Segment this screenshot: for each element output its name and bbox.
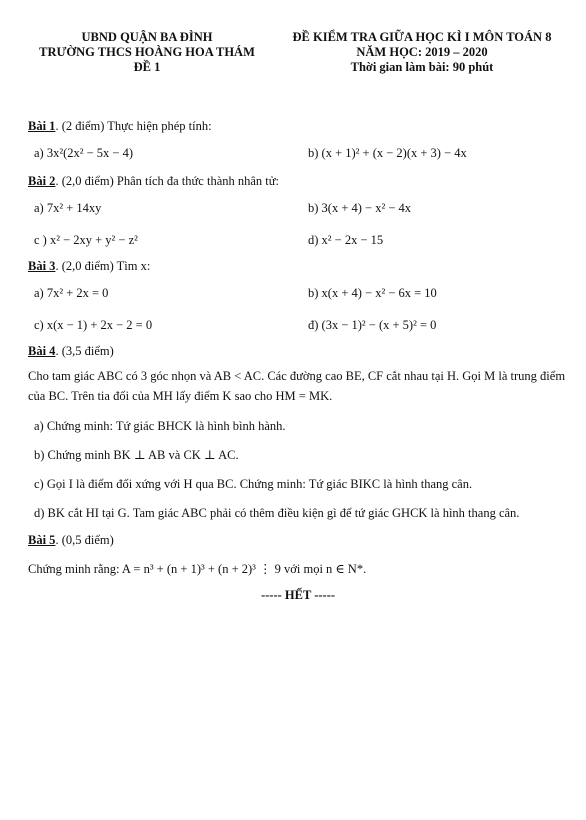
problem-2a: a) 7x² + 14xy (34, 200, 102, 215)
problem-1a: a) 3x²(2x² − 5x − 4) (34, 145, 134, 160)
problem-2-desc: . (2,0 điểm) Phân tích đa thức thành nhân tử: (55, 174, 280, 188)
problem-5-desc: . (0,5 điểm) (55, 533, 114, 547)
problem-1-label: Bài 1 (28, 119, 56, 133)
problem-3d: đ) (3x − 1)² − (x + 5)² = 0 (308, 317, 437, 332)
exam-header (272, 30, 572, 75)
problem-3b: b) x(x + 4) − x² − 6x = 10 (308, 285, 437, 300)
district-name: UBND QUẬN BA ĐÌNH (81, 30, 213, 44)
problem-3-desc: . (2,0 điểm) Tìm x: (55, 259, 151, 273)
problem-2b: b) 3(x + 4) − x² − 4x (308, 200, 412, 215)
time-limit: Thời gian làm bài: 90 phút (350, 60, 494, 74)
exam-title: ĐỀ KIỂM TRA GIỮA HỌC KÌ I MÔN TOÁN 8 (292, 30, 552, 44)
problem-4-intro: Cho tam giác ABC có 3 góc nhọn và AB < AC. Các đường cao BE, CF cắt nhau tại H. Gọi M là trung điểm của BC. Trên tia đối của MH lấy điểm K sao cho HM = MK. (28, 369, 566, 403)
school-header (22, 30, 272, 75)
problem-3-heading (28, 258, 568, 275)
problem-5-statement: Chứng minh rằng: A = n³ + (n + 1)³ + (n + 2)³ ⋮ 9 với mọi n ∈ N*. (28, 562, 367, 576)
problem-5-heading (28, 532, 568, 549)
problem-2-row-1 (28, 192, 568, 224)
problem-2d: d) x² − 2x − 15 (308, 232, 384, 247)
end-marker: ----- HẾT ----- (260, 588, 336, 602)
problem-2-label: Bài 2 (28, 174, 56, 188)
problem-5-label: Bài 5 (28, 533, 56, 547)
problem-3-label: Bài 3 (28, 259, 56, 273)
problem-1-desc: . (2 điểm) Thực hiện phép tính: (55, 119, 212, 133)
problem-4c: c) Gọi I là điểm đối xứng với H qua BC. Chứng minh: Tứ giác BIKC là hình thang cân. (34, 477, 473, 491)
exam-body (28, 118, 568, 603)
problem-1-heading (28, 118, 568, 135)
problem-2-row-2 (28, 224, 568, 256)
school-name: TRƯỜNG THCS HOÀNG HOA THÁM (39, 45, 255, 59)
school-year: NĂM HỌC: 2019 – 2020 (356, 45, 488, 59)
problem-4b: b) Chứng minh BK ⊥ AB và CK ⊥ AC. (34, 448, 239, 462)
problem-3a: a) 7x² + 2x = 0 (34, 285, 109, 300)
problem-4d: d) BK cắt HI tại G. Tam giác ABC phải có thêm điều kiện gì để tứ giác GHCK là hình thang cân. (34, 506, 520, 520)
problem-3c: c) x(x − 1) + 2x − 2 = 0 (34, 317, 153, 332)
problem-4a: a) Chứng minh: Tứ giác BHCK là hình bình hành. (34, 419, 286, 433)
problem-4-heading (28, 343, 568, 360)
problem-3-row-1 (28, 277, 568, 309)
problem-3-row-2 (28, 309, 568, 341)
problem-1-row (28, 137, 568, 169)
problem-1b: b) (x + 1)² + (x − 2)(x + 3) − 4x (308, 145, 467, 160)
problem-4-label: Bài 4 (28, 344, 56, 358)
exam-code: ĐỀ 1 (133, 60, 161, 74)
problem-2-heading (28, 173, 568, 190)
problem-2c: c ) x² − 2xy + y² − z² (34, 232, 138, 247)
problem-4-desc: . (3,5 điểm) (55, 344, 114, 358)
